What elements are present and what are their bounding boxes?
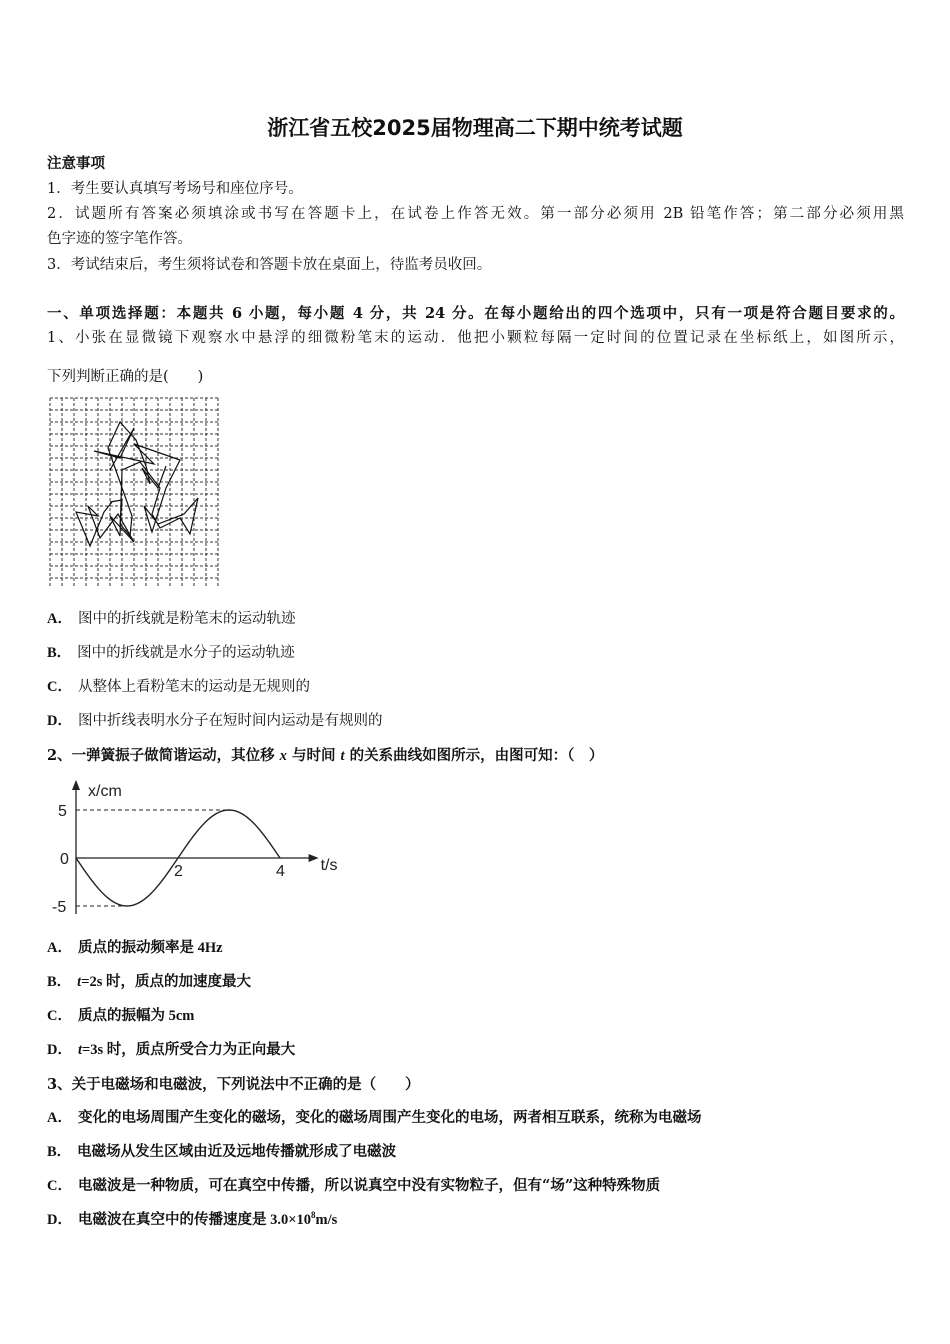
notice-item-2-cont: 色字迹的签字笔作答。 bbox=[47, 231, 192, 247]
q2-option-a[interactable]: A． 质点的振动频率是 4Hz bbox=[47, 940, 223, 956]
q1-stem-line1: 1、小张在显微镜下观察水中悬浮的细微粉笔末的运动．他把小颗粒每隔一定时间的位置记录在坐标纸上，如图所示， bbox=[47, 330, 904, 346]
x-tick-label: 2 bbox=[174, 863, 183, 880]
y-axis-label: x/cm bbox=[88, 783, 122, 800]
q2-option-b[interactable]: B． t=2s 时，质点的加速度最大 bbox=[47, 974, 251, 990]
q3-option-a[interactable]: A． 变化的电场周围产生变化的磁场，变化的磁场周围产生变化的电场，两者相互联系，统称为电磁场 bbox=[47, 1109, 702, 1126]
notice-item-3: 3．考试结束后，考生须将试卷和答题卡放在桌面上，待监考员收回。 bbox=[47, 257, 492, 273]
q3-option-b[interactable]: B． 电磁场从发生区域由近及远地传播就形成了电磁波 bbox=[47, 1143, 397, 1160]
q1-grid-figure bbox=[48, 396, 222, 588]
q2-sho-chart bbox=[48, 778, 358, 918]
q1-option-c[interactable]: C． 从整体上看粉笔末的运动是无规则的 bbox=[47, 679, 310, 695]
q1-stem-line2: 下列判断正确的是( ) bbox=[47, 369, 204, 385]
q1-particle-path-2 bbox=[108, 422, 166, 536]
y-tick-label: -5 bbox=[52, 899, 67, 916]
q3-option-c[interactable]: C． 电磁波是一种物质，可在真空中传播，所以说真空中没有实物粒子，但有“场”这种特殊物质 bbox=[47, 1177, 661, 1194]
q1-option-b[interactable]: B． 图中的折线就是水分子的运动轨迹 bbox=[47, 645, 295, 661]
notice-item-1: 1．考生要认真填写考场号和座位序号。 bbox=[47, 181, 303, 197]
y-tick-label: 5 bbox=[58, 803, 67, 820]
q1-option-a[interactable]: A． 图中的折线就是粉笔末的运动轨迹 bbox=[47, 611, 296, 627]
q3-stem: 3、关于电磁场和电磁波，下列说法中不正确的是（ ） bbox=[47, 1076, 420, 1093]
page-title: 浙江省五校2025届物理高二下期中统考试题 bbox=[267, 116, 683, 140]
section-1-heading: 一、单项选择题：本题共 6 小题，每小题 4 分，共 24 分。在每小题给出的四个选项中，只有一项是符合题目要求的。 bbox=[47, 305, 904, 322]
x-tick-label: 4 bbox=[276, 863, 285, 880]
x-axis-arrow bbox=[309, 854, 319, 862]
notice-item-2: 2．试题所有答案必须填涂或书写在答题卡上，在试卷上作答无效。第一部分必须用 2B 铅笔作答；第二部分必须用黑 bbox=[47, 206, 904, 222]
q1-option-d[interactable]: D． 图中折线表明水分子在短时间内运动是有规则的 bbox=[47, 713, 383, 729]
q2-option-c[interactable]: C． 质点的振幅为 5cm bbox=[47, 1008, 195, 1024]
notice-heading: 注意事项 bbox=[47, 155, 105, 172]
q2-option-d[interactable]: D． t=3s 时，质点所受合力为正向最大 bbox=[47, 1042, 296, 1058]
y-axis-arrow bbox=[72, 780, 80, 790]
x-axis-label: t/s bbox=[320, 857, 338, 874]
q2-stem: 2、一弹簧振子做简谐运动，其位移 x 与时间 t 的关系曲线如图所示，由图可知：（ ） bbox=[47, 747, 604, 764]
y-tick-label: 0 bbox=[60, 851, 69, 868]
q3-option-d[interactable]: D． 电磁波在真空中的传播速度是 $3.0\times 10^8m/s$ bbox=[47, 1210, 338, 1228]
